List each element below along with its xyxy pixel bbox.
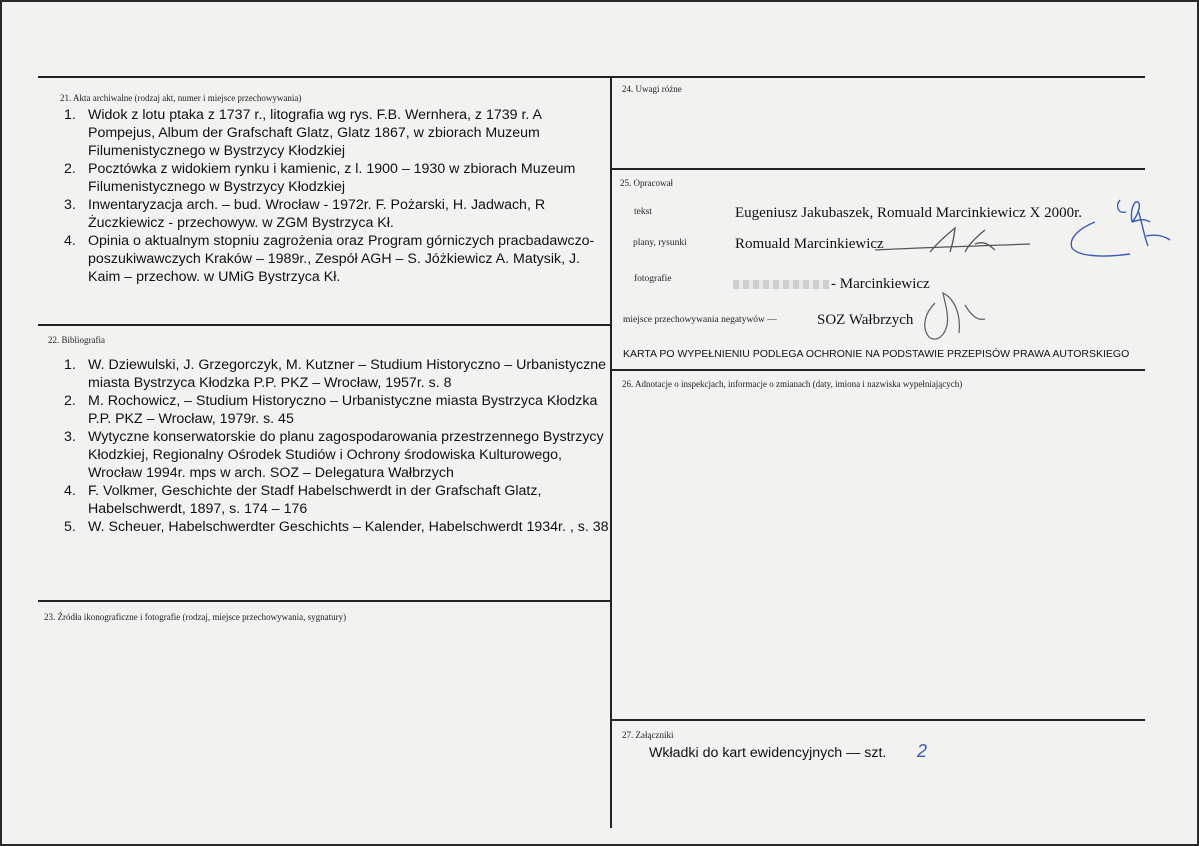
section-25-label: 25. Opracował [620, 178, 673, 188]
item-number: 4. [64, 483, 76, 499]
item-number: 4. [64, 233, 76, 249]
item-text: Inwentaryzacja arch. – bud. Wrocław - 1972r. F. Pożarski, H. Jadwach, R Żuczkiewicz - przechowyw. w ZGM Bystrzyca Kł. [88, 197, 546, 231]
list-item [64, 356, 610, 392]
item-text: Widok z lotu ptaka z 1737 r., litografia wg rys. F.B. Wernhera, z 1739 r. A Pompejus, Album der Grafschaft Glatz, Glatz 1867, w zbiorach Muzeum Filumenistycznego w Bystrzycy Kłodzkiej [88, 107, 542, 159]
tekst-label: tekst [634, 207, 652, 217]
signature-tekst-blue [1060, 192, 1180, 262]
attachments-value: Wkładki do kart ewidencyjnych — szt. [649, 745, 887, 761]
rule-26-27 [612, 719, 1145, 721]
negatywy-value: SOZ Wałbrzych [817, 312, 914, 328]
section-27-label: 27. Załączniki [622, 730, 674, 740]
item-number: 2. [64, 393, 76, 409]
item-text: F. Volkmer, Geschichte der Stadf Habelschwerdt in der Grafschaft Glatz, Habelschwerdt, 1897, s. 174 – 176 [88, 483, 542, 517]
fotografie-label: fotografie [634, 274, 672, 284]
section-22-list [64, 356, 610, 536]
signature-negatywy [915, 285, 995, 345]
list-item [64, 232, 602, 286]
rule-21-22 [38, 324, 610, 326]
item-text: Pocztówka z widokiem rynku i kamienic, z l. 1900 – 1930 w zbiorach Muzeum Filumenistycznego w Bystrzycy Kłodzkiej [88, 161, 576, 195]
rule-25-26 [612, 369, 1145, 371]
section-21-list [64, 106, 602, 286]
item-number: 1. [64, 107, 76, 123]
section-24-label: 24. Uwagi różne [622, 84, 682, 94]
plany-label: plany, rysunki [633, 238, 687, 248]
negatywy-label: miejsce przechowywania negatywów — [623, 315, 777, 325]
item-number: 3. [64, 429, 76, 445]
section-26-label: 26. Adnotacje o inspekcjach, informacje o zmianach (daty, imiona i nazwiska wypełniających) [622, 379, 963, 389]
item-text: Wytyczne konserwatorskie do planu zagospodarowania przestrzennego Bystrzycy Kłodzkiej, Regionalny Ośrodek Studiów i Ochrony środowiska Kulturowego, Wrocław 1994r. mps w arch. SOZ – Delegatura Wałbrzych [88, 429, 604, 481]
copyright-notice: KARTA PO WYPEŁNIENIU PODLEGA OCHRONIE NA PODSTAWIE PRZEPISÓW PRAWA AUTORSKIEGO [623, 348, 1130, 360]
item-number: 5. [64, 519, 76, 535]
top-rule [38, 76, 1145, 78]
section-21-label: 21. Akta archiwalne (rodzaj akt, numer i miejsce przechowywania) [60, 93, 302, 103]
fotografie-value: - Marcinkiewicz [831, 276, 930, 292]
list-item [64, 196, 602, 232]
signature-plany [870, 222, 1040, 262]
item-text: Opinia o aktualnym stopniu zagrożenia oraz Program górniczych pracbadawczo-poszukiwawczych Kraków – 1989r., Zespół AGH – S. Jóżkiewicz A. Matysik, J. Kaim – przechow. w UMiG Bystrzyca Kł. [88, 233, 595, 285]
item-number: 2. [64, 161, 76, 177]
item-text: M. Rochowicz, – Studium Historyczno – Urbanistyczne miasta Bystrzyca Kłodzka P.P. PKZ – Wrocław, 1979r. s. 45 [88, 393, 598, 427]
list-item [64, 518, 610, 536]
list-item [64, 482, 610, 518]
item-number: 3. [64, 197, 76, 213]
section-23-label: 23. Źródła ikonograficzne i fotografie (rodzaj, miejsce przechowywania, sygnatury) [44, 612, 347, 622]
plany-value: Romuald Marcinkiewicz [735, 236, 884, 252]
section-22-label: 22. Bibliografia [48, 335, 105, 345]
tekst-value: Eugeniusz Jakubaszek, Romuald Marcinkiewicz X 2000r. [735, 205, 1082, 221]
redacted-name [733, 280, 829, 289]
item-text: W. Scheuer, Habelschwerdter Geschichts – Kalender, Habelschwerdt 1934r. , s. 38 [88, 519, 609, 535]
item-number: 1. [64, 357, 76, 373]
list-item [64, 392, 610, 428]
rule-24-25 [612, 168, 1145, 170]
list-item [64, 160, 602, 196]
list-item [64, 106, 602, 160]
rule-22-23 [38, 600, 610, 602]
list-item [64, 428, 610, 482]
attachments-count: 2 [917, 741, 928, 761]
column-divider [610, 76, 612, 828]
item-text: W. Dziewulski, J. Grzegorczyk, M. Kutzner – Studium Historyczno – Urbanistyczne miasta Bystrzyca Kłodzka P.P. PKZ – Wrocław, 1957r. s. 8 [88, 357, 607, 391]
